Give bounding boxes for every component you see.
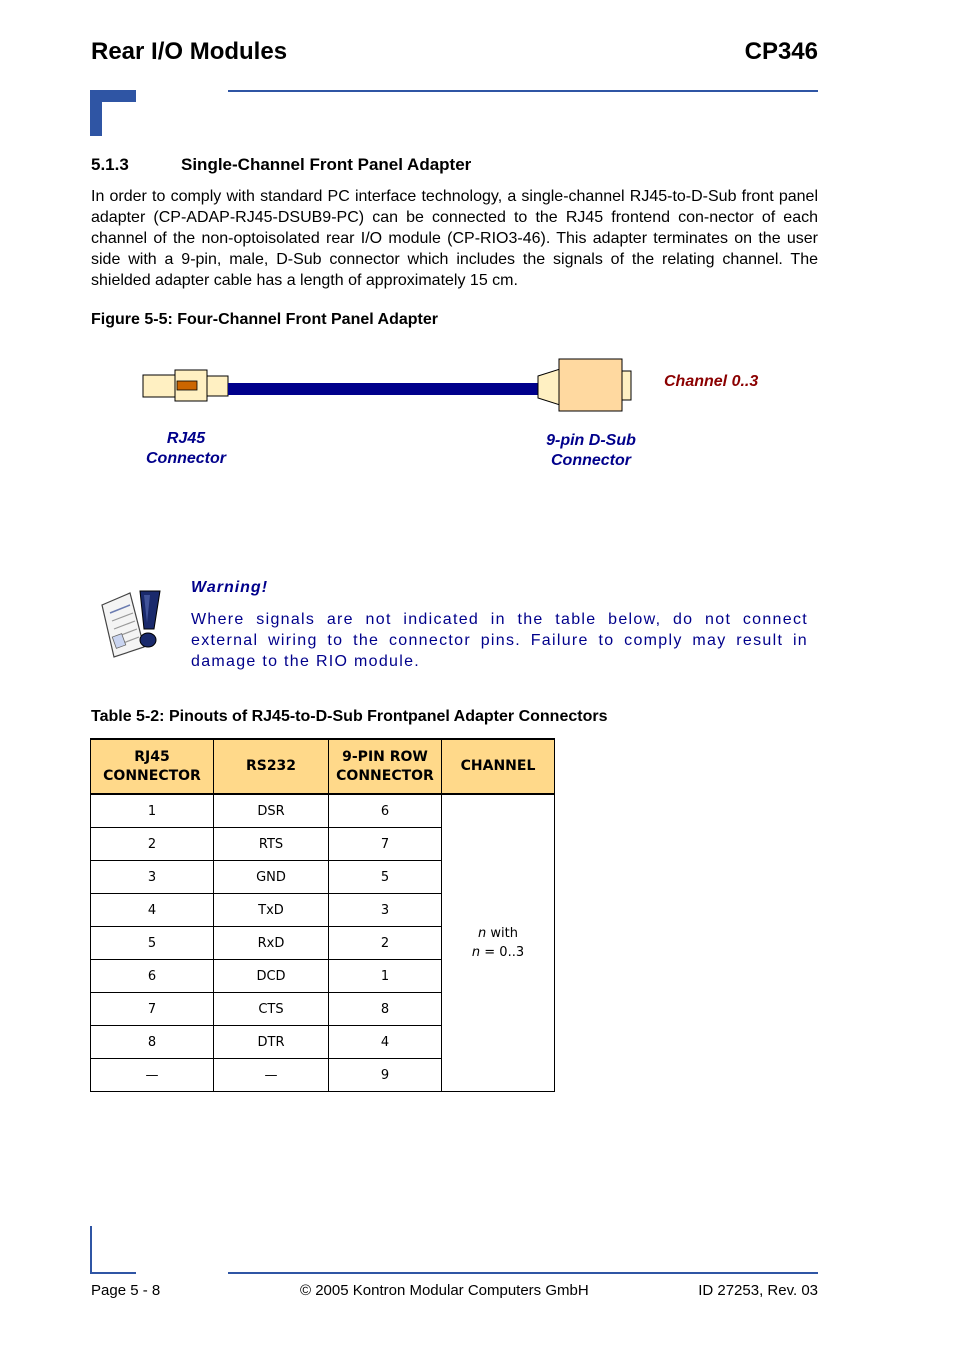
footer-doc-id: ID 27253, Rev. 03 — [698, 1282, 818, 1299]
cell-pin: 5 — [329, 861, 442, 894]
warning-text: Where signals are not indicated in the table below, do not connect external wiring to the connector pins. Failure to comply may result in damage to the RIO module. — [191, 611, 808, 670]
channel-line2 — [442, 943, 554, 962]
cell-pin: 6 — [329, 794, 442, 828]
header-title: Rear I/O Modules — [91, 38, 288, 65]
rj45-contact — [177, 381, 197, 390]
cell-pin: 3 — [329, 894, 442, 927]
cell-rj45: 7 — [91, 993, 214, 1026]
header-rj45-line1: RJ45 — [134, 748, 170, 765]
cell-rs232: DCD — [214, 960, 329, 993]
header-pin — [329, 739, 442, 794]
cell-rs232: — — [214, 1059, 329, 1092]
rj45-plug-tip — [143, 375, 177, 397]
cell-rj45: 2 — [91, 828, 214, 861]
cell-rs232: DTR — [214, 1026, 329, 1059]
channel-var: n — [478, 926, 487, 941]
table-caption: Table 5-2: Pinouts of RJ45-to-D-Sub Frontpanel Adapter Connectors — [91, 708, 608, 725]
cell-channel — [442, 794, 555, 1092]
footer-page-number: Page 5 - 8 — [91, 1282, 161, 1299]
pinout-table — [90, 738, 555, 1092]
cell-rj45: 1 — [91, 794, 214, 828]
section-body: In order to comply with standard PC interface technology, a single-channel RJ45-to-D-Sub front panel adapter (CP-ADAP-RJ45-DSUB9-PC) can be connected to the RJ45 frontend con-nector of each channel of the non-optoisolated rear I/O module (CP-RIO3-46). This adapter terminates on the user side with a 9-pin, male, D-Sub connector which includes the signals of the relating channel. The shielded adapter cable has a length of approximately 15 cm. — [91, 188, 818, 289]
header-rs232: RS232 — [214, 739, 329, 794]
rj45-label-line1: RJ45 — [166, 430, 206, 447]
channel-line1 — [442, 924, 554, 943]
cell-rs232: TxD — [214, 894, 329, 927]
footer-copyright: © 2005 Kontron Modular Computers GmbH — [300, 1282, 589, 1299]
channel-label: Channel 0..3 — [664, 373, 759, 390]
cell-pin: 2 — [329, 927, 442, 960]
section-number: 5.1.3 — [91, 155, 129, 174]
footer-rule — [228, 1272, 818, 1274]
cell-pin: 9 — [329, 1059, 442, 1092]
cell-pin: 7 — [329, 828, 442, 861]
cell-rj45: 5 — [91, 927, 214, 960]
warning-title: Warning! — [191, 579, 269, 596]
channel-text: = 0..3 — [480, 945, 525, 960]
dsub-boot — [538, 369, 560, 405]
cell-rs232: DSR — [214, 794, 329, 828]
cell-rs232: RTS — [214, 828, 329, 861]
dsub-label-line2: Connector — [551, 452, 631, 469]
cell-pin: 8 — [329, 993, 442, 1026]
cell-pin: 4 — [329, 1026, 442, 1059]
cell-rj45: 3 — [91, 861, 214, 894]
section-title: Single-Channel Front Panel Adapter — [181, 155, 472, 174]
rj45-label — [136, 429, 236, 469]
channel-var: n — [471, 945, 481, 960]
footer-corner-mark-horizontal — [90, 1272, 136, 1274]
cell-rj45: 4 — [91, 894, 214, 927]
table-header-row — [91, 739, 555, 794]
header-pin-line1: 9-PIN ROW — [342, 748, 428, 765]
cell-rs232: CTS — [214, 993, 329, 1026]
header-rule — [228, 90, 818, 92]
warning-document-icon — [100, 585, 164, 661]
header-pin-line2: CONNECTOR — [336, 767, 434, 784]
cell-rs232: GND — [214, 861, 329, 894]
cell-rj45: 8 — [91, 1026, 214, 1059]
rj45-strain-relief — [207, 376, 228, 396]
cell-pin: 1 — [329, 960, 442, 993]
cell-rs232: RxD — [214, 927, 329, 960]
dsub-body — [559, 359, 622, 411]
dsub-label-line1: 9-pin D-Sub — [546, 432, 636, 449]
cell-rj45: 6 — [91, 960, 214, 993]
header-product: CP346 — [744, 38, 818, 65]
rj45-label-line2: Connector — [146, 450, 226, 467]
adapter-diagram — [130, 350, 650, 420]
header-channel: CHANNEL — [442, 739, 555, 794]
cell-rj45: — — [91, 1059, 214, 1092]
table-row — [91, 794, 555, 828]
figure-caption: Figure 5-5: Four-Channel Front Panel Adapter — [91, 311, 438, 328]
dsub-label — [530, 431, 652, 471]
dsub-shell — [622, 371, 631, 400]
header-rj45 — [91, 739, 214, 794]
adapter-cable — [228, 383, 540, 395]
header-rj45-line2: CONNECTOR — [103, 767, 201, 784]
channel-text: with — [486, 926, 518, 941]
footer-corner-mark — [90, 1226, 92, 1274]
header-corner-mark-vertical — [90, 90, 102, 136]
